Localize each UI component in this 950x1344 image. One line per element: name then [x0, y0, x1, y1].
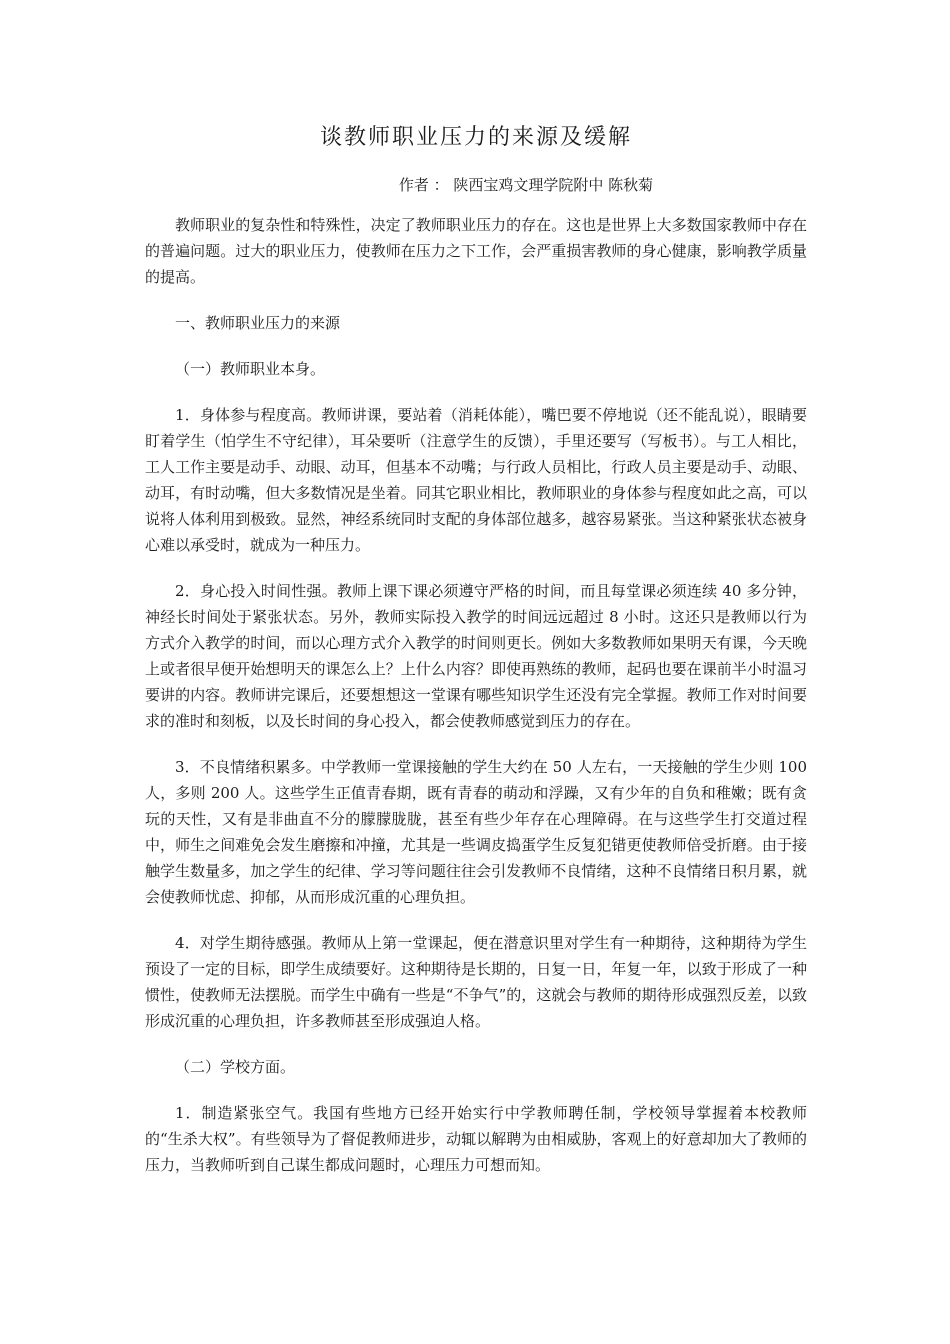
- author-byline: 作者 ： 陕西宝鸡文理学院附中 陈秋菊: [398, 176, 654, 194]
- document-page: [145, 118, 807, 1178]
- paragraph-student-expectations: 4．对学生期待感强。教师从上第一堂课起，便在潜意识里对学生有一种期待，这种期待为学生预设了一定的目标，即学生成绩要好。这种期待是长期的，日复一日，年复一年，以致于形成了一种惯性，使教师无法摆脱。而学生中确有一些是“不争气”的，这就会与教师的期待形成强烈反差，以致形成沉重的心理负担，许多教师甚至形成强迫人格。: [145, 934, 807, 1030]
- paragraph-tense-atmosphere: 1．制造紧张空气。我国有些地方已经开始实行中学教师聘任制，学校领导掌握着本校教师的“生杀大权”。有些领导为了督促教师进步，动辄以解聘为由相威胁，客观上的好意却加大了教师的压力，当教师听到自己谋生都成问题时，心理压力可想而知。: [145, 1104, 807, 1174]
- subsection-heading-school: （二）学校方面。: [175, 1058, 296, 1076]
- paragraph-body-participation: 1．身体参与程度高。教师讲课，要站着（消耗体能），嘴巴要不停地说（还不能乱说），眼睛要盯着学生（怕学生不守纪律），耳朵要听（注意学生的反馈），手里还要写（写板书）。与工人相比，工人工作主要是动手、动眼、动耳，但基本不动嘴；与行政人员相比，行政人员主要是动手、动眼、动耳，有时动嘴，但大多数情况是坐着。同其它职业相比，教师职业的身体参与程度如此之高，可以说将人体利用到极致。显然，神经系统同时支配的身体部位越多，越容易紧张。当这种紧张状态被身心难以承受时，就成为一种压力。: [145, 406, 807, 554]
- intro-paragraph: 教师职业的复杂性和特殊性，决定了教师职业压力的存在。这也是世界上大多数国家教师中存在的普遍问题。过大的职业压力，使教师在压力之下工作，会严重损害教师的身心健康，影响教学质量的提高。: [145, 216, 807, 286]
- paragraph-time-investment: 2．身心投入时间性强。教师上课下课必须遵守严格的时间，而且每堂课必须连续 40 多分钟，神经长时间处于紧张状态。另外，教师实际投入教学的时间远远超过 8 小时。这还只是教师以行为方式介入教学的时间，而以心理方式介入教学的时间则更长。例如大多数教师如果明天有课，今天晚上或者很早便开始想明天的课怎么上？上什么内容？即使再熟练的教师，起码也要在课前半小时温习要讲的内容。教师讲完课后，还要想想这一堂课有哪些知识学生还没有完全掌握。教师工作对时间要求的准时和刻板，以及长时间的身心投入，都会使教师感觉到压力的存在。: [145, 582, 807, 730]
- section-heading-sources: 一、教师职业压力的来源: [175, 314, 341, 332]
- subsection-heading-profession: （一）教师职业本身。: [175, 360, 326, 378]
- paragraph-negative-emotions: 3．不良情绪积累多。中学教师一堂课接触的学生大约在 50 人左右，一天接触的学生少则 100 人，多则 200 人。这些学生正值青春期，既有青春的萌动和浮躁，又有少年的自负和稚嫩；既有贪玩的天性，又有是非曲直不分的朦朦胧胧，甚至有些少年存在心理障碍。在与这些学生打交道过程中，师生之间难免会发生磨擦和冲撞，尤其是一些调皮捣蛋学生反复犯错更使教师倍受折磨。由于接触学生数量多，加之学生的纪律、学习等问题往往会引发教师不良情绪，这种不良情绪日积月累，就会使教师忧虑、抑郁，从而形成沉重的心理负担。: [145, 758, 807, 906]
- document-title: 谈教师职业压力的来源及缓解: [319, 125, 632, 150]
